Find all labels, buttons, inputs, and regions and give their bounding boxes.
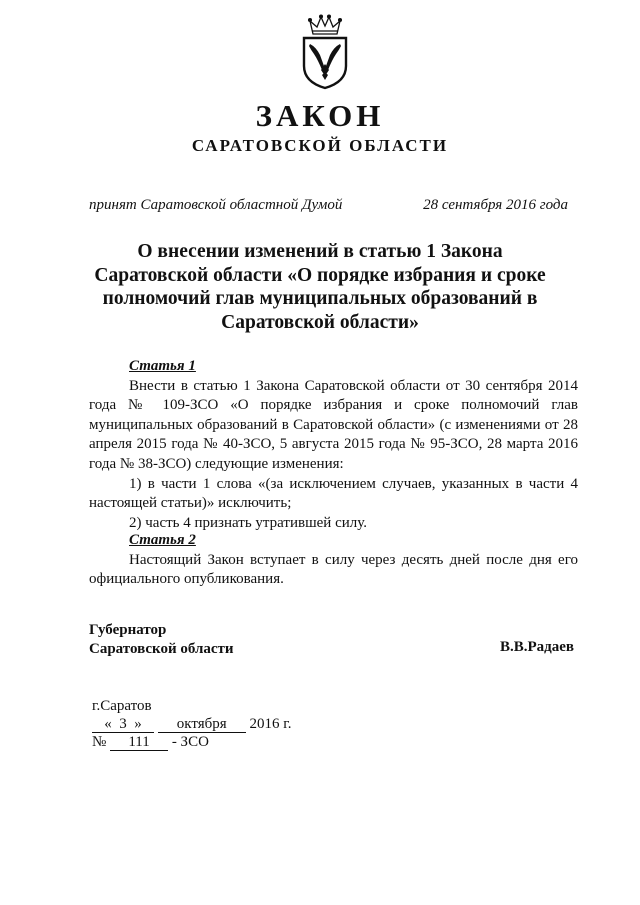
signatory-position-line-2: Саратовской области: [89, 641, 234, 657]
article-1-heading: Статья 1: [129, 358, 196, 374]
article-1-item-1: 1) в части 1 слова «(за исключением случаев, указанных в части 4 настоящей статьи)» исключить;: [89, 475, 578, 512]
article-2-text: Настоящий Закон вступает в силу через десять дней после дня его официального опубликования.: [89, 551, 578, 588]
registration-number: № 111 - ЗСО: [92, 734, 209, 750]
registration-number-value: 111: [110, 735, 168, 751]
registration-block: [92, 697, 291, 751]
saratov-coat-of-arms-icon: [300, 14, 350, 90]
document-title: О внесении изменений в статью 1 Закона Саратовской области «О порядке избрания и сроке полномочий глав муниципальных образований в Саратовской области»: [94, 241, 546, 333]
registration-month: октября: [158, 717, 246, 733]
registration-city: г.Саратов: [92, 698, 152, 714]
signatory-position: [89, 621, 234, 659]
registration-day-field: « 3 »: [92, 717, 154, 733]
signatory-name: В.В.Радаев: [499, 639, 574, 655]
article-1-item-2: 2) часть 4 признать утратившей силу.: [129, 514, 368, 531]
registration-year: 2016 г.: [249, 716, 292, 732]
article-2: [89, 531, 578, 590]
article-1: [89, 357, 578, 533]
registration-date: [92, 715, 291, 733]
law-title: ЗАКОН: [255, 98, 385, 133]
article-1-intro: Внести в статью 1 Закона Саратовской области от 30 сентября 2014 года № 109-ЗСО «О порядке избрания и сроке полномочий глав муниципальных образований в Саратовской области» (с изменениями от 28 апреля 2015 года № 40-ЗСО, 5 августа 2015 года № 95-ЗСО, 28 марта 2016 года № 38-ЗСО) следующие изменения:: [89, 377, 578, 472]
registration-day: 3: [119, 716, 127, 732]
signatory-position-line-1: Губернатор: [89, 622, 167, 638]
adopted-by-line: принят Саратовской областной Думой: [89, 197, 343, 213]
law-region-subtitle: САРАТОВСКОЙ ОБЛАСТИ: [191, 136, 449, 155]
adopted-date: 28 сентября 2016 года: [423, 197, 568, 213]
article-2-heading: Статья 2: [129, 532, 196, 548]
